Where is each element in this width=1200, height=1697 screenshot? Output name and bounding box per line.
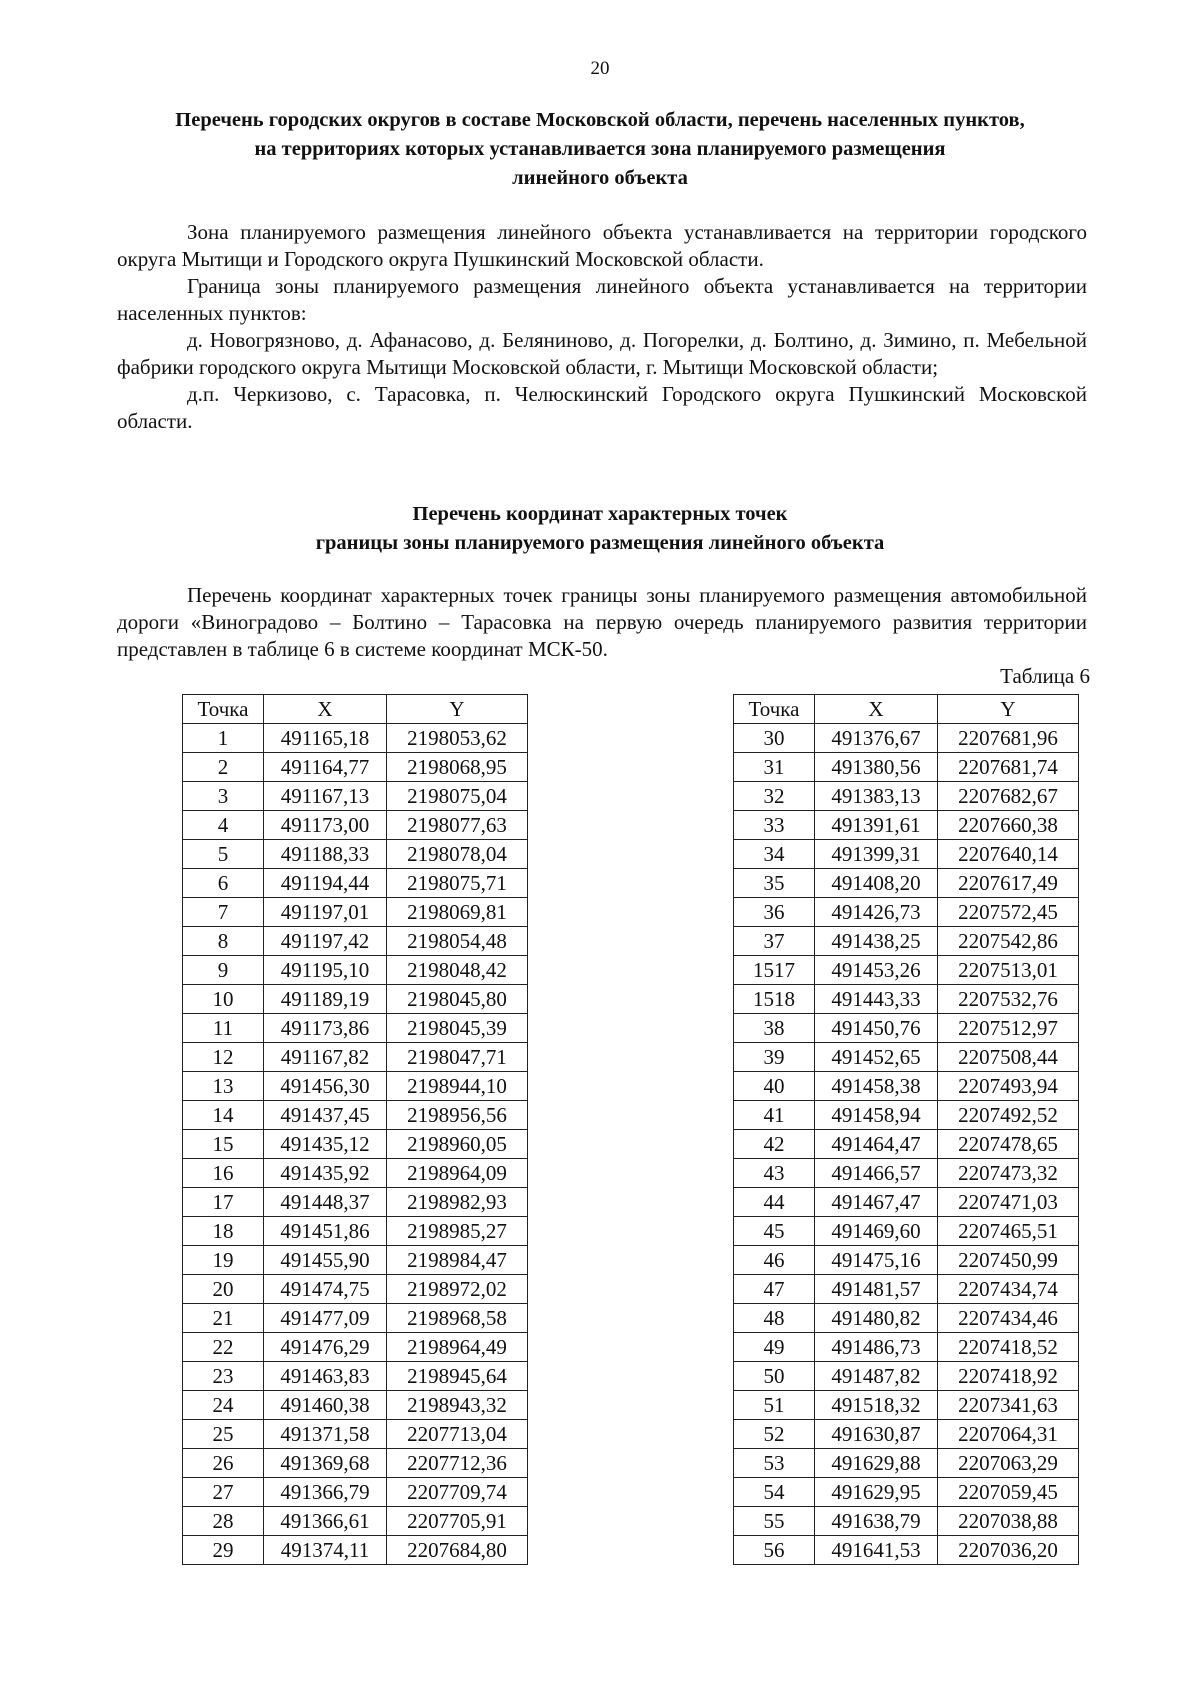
point-cell: 37	[734, 927, 815, 956]
x-cell: 491481,57	[815, 1275, 938, 1304]
y-cell: 2207572,45	[938, 898, 1079, 927]
coordinates-table-left	[182, 694, 528, 1565]
section-title-line: Перечень координат характерных точек	[412, 503, 788, 525]
table-row	[183, 1304, 528, 1333]
document-title	[110, 106, 1090, 193]
table-row	[734, 898, 1079, 927]
table-row	[183, 1536, 528, 1565]
table-row	[734, 956, 1079, 985]
table-row	[183, 1391, 528, 1420]
y-cell: 2198956,56	[387, 1101, 528, 1130]
y-cell: 2198053,62	[387, 724, 528, 753]
point-cell: 25	[183, 1420, 264, 1449]
point-cell: 4	[183, 811, 264, 840]
x-cell: 491369,68	[264, 1449, 387, 1478]
table-row	[183, 782, 528, 811]
x-cell: 491366,79	[264, 1478, 387, 1507]
y-cell: 2207542,86	[938, 927, 1079, 956]
point-cell: 45	[734, 1217, 815, 1246]
header-x: X	[264, 695, 387, 724]
point-cell: 29	[183, 1536, 264, 1565]
y-cell: 2207617,49	[938, 869, 1079, 898]
table-row	[734, 1217, 1079, 1246]
point-cell: 5	[183, 840, 264, 869]
point-cell: 1517	[734, 956, 815, 985]
table-row	[734, 811, 1079, 840]
y-cell: 2198982,93	[387, 1188, 528, 1217]
table-row	[734, 1072, 1079, 1101]
x-cell: 491408,20	[815, 869, 938, 898]
y-cell: 2207512,97	[938, 1014, 1079, 1043]
point-cell: 40	[734, 1072, 815, 1101]
point-cell: 31	[734, 753, 815, 782]
table-row	[734, 1159, 1079, 1188]
y-cell: 2198045,39	[387, 1014, 528, 1043]
y-cell: 2207064,31	[938, 1420, 1079, 1449]
table-row	[183, 1130, 528, 1159]
section-title	[110, 500, 1090, 558]
x-cell: 491195,10	[264, 956, 387, 985]
y-cell: 2207341,63	[938, 1391, 1079, 1420]
table-row	[734, 1275, 1079, 1304]
intro-paragraph: Перечень координат характерных точек границы зоны планируемого размещения автомобильной дороги «Виноградово – Болтино – Тарасовка на первую очередь планируемого развития территории представлен в таблице 6 в системе координат МСК-50.	[117, 583, 1087, 661]
y-cell: 2198964,49	[387, 1333, 528, 1362]
x-cell: 491371,58	[264, 1420, 387, 1449]
x-cell: 491460,38	[264, 1391, 387, 1420]
table-row	[183, 985, 528, 1014]
point-cell: 18	[183, 1217, 264, 1246]
y-cell: 2198078,04	[387, 840, 528, 869]
x-cell: 491469,60	[815, 1217, 938, 1246]
header-y: Y	[387, 695, 528, 724]
point-cell: 56	[734, 1536, 815, 1565]
table-row	[734, 1449, 1079, 1478]
table-row	[183, 1101, 528, 1130]
table-row	[183, 1217, 528, 1246]
y-cell: 2198985,27	[387, 1217, 528, 1246]
x-cell: 491448,37	[264, 1188, 387, 1217]
point-cell: 15	[183, 1130, 264, 1159]
point-cell: 27	[183, 1478, 264, 1507]
point-cell: 46	[734, 1246, 815, 1275]
table-row	[734, 1130, 1079, 1159]
table-caption: Таблица 6	[1000, 664, 1090, 688]
y-cell: 2198964,09	[387, 1159, 528, 1188]
point-cell: 9	[183, 956, 264, 985]
x-cell: 491167,13	[264, 782, 387, 811]
x-cell: 491450,76	[815, 1014, 938, 1043]
y-cell: 2207478,65	[938, 1130, 1079, 1159]
table-row	[183, 956, 528, 985]
point-cell: 2	[183, 753, 264, 782]
table-header-row	[734, 695, 1079, 724]
table-row	[183, 1449, 528, 1478]
y-cell: 2207450,99	[938, 1246, 1079, 1275]
paragraph: д.п. Черкизово, с. Тарасовка, п. Челюскинский Городского округа Пушкинский Московской области.	[117, 382, 1087, 433]
y-cell: 2207709,74	[387, 1478, 528, 1507]
header-point: Точка	[734, 695, 815, 724]
point-cell: 19	[183, 1246, 264, 1275]
paragraph: д. Новогрязново, д. Афанасово, д. Беляниново, д. Погорелки, д. Болтино, д. Зимино, п. Мебельной фабрики городского округа Мытищи Московской области, г. Мытищи Московской области;	[117, 328, 1087, 379]
x-cell: 491164,77	[264, 753, 387, 782]
y-cell: 2198943,32	[387, 1391, 528, 1420]
table-row	[183, 1420, 528, 1449]
x-cell: 491366,61	[264, 1507, 387, 1536]
y-cell: 2207681,96	[938, 724, 1079, 753]
point-cell: 39	[734, 1043, 815, 1072]
x-cell: 491458,38	[815, 1072, 938, 1101]
point-cell: 23	[183, 1362, 264, 1391]
point-cell: 44	[734, 1188, 815, 1217]
x-cell: 491173,00	[264, 811, 387, 840]
point-cell: 43	[734, 1159, 815, 1188]
y-cell: 2207640,14	[938, 840, 1079, 869]
x-cell: 491477,09	[264, 1304, 387, 1333]
body-paragraphs	[117, 219, 1087, 435]
y-cell: 2207418,52	[938, 1333, 1079, 1362]
header-point: Точка	[183, 695, 264, 724]
y-cell: 2198075,04	[387, 782, 528, 811]
table-row	[183, 927, 528, 956]
x-cell: 491452,65	[815, 1043, 938, 1072]
x-cell: 491641,53	[815, 1536, 938, 1565]
point-cell: 21	[183, 1304, 264, 1333]
table-row	[183, 1362, 528, 1391]
table-row	[183, 1507, 528, 1536]
point-cell: 38	[734, 1014, 815, 1043]
x-cell: 491638,79	[815, 1507, 938, 1536]
x-cell: 491456,30	[264, 1072, 387, 1101]
x-cell: 491467,47	[815, 1188, 938, 1217]
y-cell: 2207038,88	[938, 1507, 1079, 1536]
x-cell: 491197,01	[264, 898, 387, 927]
table-header-row	[183, 695, 528, 724]
y-cell: 2207465,51	[938, 1217, 1079, 1246]
y-cell: 2198048,42	[387, 956, 528, 985]
x-cell: 491518,32	[815, 1391, 938, 1420]
x-cell: 491464,47	[815, 1130, 938, 1159]
x-cell: 491474,75	[264, 1275, 387, 1304]
y-cell: 2198972,02	[387, 1275, 528, 1304]
point-cell: 8	[183, 927, 264, 956]
x-cell: 491458,94	[815, 1101, 938, 1130]
y-cell: 2198047,71	[387, 1043, 528, 1072]
x-cell: 491376,67	[815, 724, 938, 753]
x-cell: 491399,31	[815, 840, 938, 869]
y-cell: 2207705,91	[387, 1507, 528, 1536]
intro-text	[117, 582, 1087, 663]
point-cell: 1518	[734, 985, 815, 1014]
coordinates-table-right	[733, 694, 1079, 1565]
table-row	[734, 1507, 1079, 1536]
y-cell: 2198944,10	[387, 1072, 528, 1101]
x-cell: 491383,13	[815, 782, 938, 811]
point-cell: 34	[734, 840, 815, 869]
x-cell: 491487,82	[815, 1362, 938, 1391]
x-cell: 491165,18	[264, 724, 387, 753]
y-cell: 2207508,44	[938, 1043, 1079, 1072]
table-row	[183, 811, 528, 840]
point-cell: 33	[734, 811, 815, 840]
x-cell: 491167,82	[264, 1043, 387, 1072]
x-cell: 491374,11	[264, 1536, 387, 1565]
point-cell: 7	[183, 898, 264, 927]
point-cell: 1	[183, 724, 264, 753]
y-cell: 2207513,01	[938, 956, 1079, 985]
y-cell: 2198984,47	[387, 1246, 528, 1275]
x-cell: 491437,45	[264, 1101, 387, 1130]
table-row	[734, 724, 1079, 753]
point-cell: 26	[183, 1449, 264, 1478]
x-cell: 491629,88	[815, 1449, 938, 1478]
table-row	[183, 1246, 528, 1275]
x-cell: 491426,73	[815, 898, 938, 927]
y-cell: 2198960,05	[387, 1130, 528, 1159]
table-row	[734, 1333, 1079, 1362]
y-cell: 2207681,74	[938, 753, 1079, 782]
table-row	[734, 1246, 1079, 1275]
point-cell: 35	[734, 869, 815, 898]
y-cell: 2198077,63	[387, 811, 528, 840]
table-row	[183, 840, 528, 869]
point-cell: 55	[734, 1507, 815, 1536]
point-cell: 24	[183, 1391, 264, 1420]
point-cell: 41	[734, 1101, 815, 1130]
title-line: на территориях которых устанавливается зона планируемого размещения	[254, 138, 946, 160]
y-cell: 2198075,71	[387, 869, 528, 898]
table-row	[183, 1043, 528, 1072]
table-row	[734, 927, 1079, 956]
y-cell: 2207684,80	[387, 1536, 528, 1565]
table-row	[734, 1188, 1079, 1217]
title-line: Перечень городских округов в составе Московской области, перечень населенных пунктов,	[175, 109, 1025, 131]
x-cell: 491451,86	[264, 1217, 387, 1246]
x-cell: 491476,29	[264, 1333, 387, 1362]
x-cell: 491629,95	[815, 1478, 938, 1507]
table-row	[734, 1362, 1079, 1391]
y-cell: 2207036,20	[938, 1536, 1079, 1565]
table-row	[734, 1391, 1079, 1420]
table-row	[183, 1188, 528, 1217]
title-line: линейного объекта	[512, 167, 688, 189]
table-row	[183, 1072, 528, 1101]
point-cell: 20	[183, 1275, 264, 1304]
y-cell: 2207059,45	[938, 1478, 1079, 1507]
table-row	[734, 1536, 1079, 1565]
table-row	[734, 1478, 1079, 1507]
x-cell: 491453,26	[815, 956, 938, 985]
x-cell: 491380,56	[815, 753, 938, 782]
table-row	[734, 1101, 1079, 1130]
point-cell: 28	[183, 1507, 264, 1536]
y-cell: 2207434,46	[938, 1304, 1079, 1333]
point-cell: 53	[734, 1449, 815, 1478]
x-cell: 491189,19	[264, 985, 387, 1014]
y-cell: 2207492,52	[938, 1101, 1079, 1130]
table-row	[734, 985, 1079, 1014]
point-cell: 36	[734, 898, 815, 927]
point-cell: 17	[183, 1188, 264, 1217]
point-cell: 22	[183, 1333, 264, 1362]
y-cell: 2198054,48	[387, 927, 528, 956]
x-cell: 491173,86	[264, 1014, 387, 1043]
y-cell: 2198069,81	[387, 898, 528, 927]
table-row	[183, 1333, 528, 1362]
x-cell: 491466,57	[815, 1159, 938, 1188]
y-cell: 2198045,80	[387, 985, 528, 1014]
table-row	[734, 840, 1079, 869]
x-cell: 491443,33	[815, 985, 938, 1014]
table-row	[183, 1478, 528, 1507]
table-row	[183, 1159, 528, 1188]
x-cell: 491438,25	[815, 927, 938, 956]
table-row	[734, 753, 1079, 782]
y-cell: 2207063,29	[938, 1449, 1079, 1478]
header-y: Y	[938, 695, 1079, 724]
y-cell: 2207712,36	[387, 1449, 528, 1478]
point-cell: 32	[734, 782, 815, 811]
y-cell: 2207434,74	[938, 1275, 1079, 1304]
y-cell: 2207471,03	[938, 1188, 1079, 1217]
point-cell: 48	[734, 1304, 815, 1333]
section-title-line: границы зоны планируемого размещения линейного объекта	[315, 532, 885, 554]
y-cell: 2207713,04	[387, 1420, 528, 1449]
table-row	[183, 869, 528, 898]
header-x: X	[815, 695, 938, 724]
point-cell: 3	[183, 782, 264, 811]
x-cell: 491486,73	[815, 1333, 938, 1362]
point-cell: 30	[734, 724, 815, 753]
point-cell: 54	[734, 1478, 815, 1507]
x-cell: 491391,61	[815, 811, 938, 840]
y-cell: 2198945,64	[387, 1362, 528, 1391]
point-cell: 12	[183, 1043, 264, 1072]
x-cell: 491435,12	[264, 1130, 387, 1159]
point-cell: 52	[734, 1420, 815, 1449]
y-cell: 2207660,38	[938, 811, 1079, 840]
point-cell: 13	[183, 1072, 264, 1101]
point-cell: 16	[183, 1159, 264, 1188]
x-cell: 491194,44	[264, 869, 387, 898]
x-cell: 491188,33	[264, 840, 387, 869]
table-row	[734, 782, 1079, 811]
y-cell: 2207473,32	[938, 1159, 1079, 1188]
table-row	[183, 1014, 528, 1043]
paragraph: Граница зоны планируемого размещения линейного объекта устанавливается на территории населенных пунктов:	[117, 274, 1087, 325]
x-cell: 491630,87	[815, 1420, 938, 1449]
y-cell: 2207418,92	[938, 1362, 1079, 1391]
x-cell: 491197,42	[264, 927, 387, 956]
x-cell: 491463,83	[264, 1362, 387, 1391]
point-cell: 14	[183, 1101, 264, 1130]
point-cell: 51	[734, 1391, 815, 1420]
point-cell: 11	[183, 1014, 264, 1043]
point-cell: 50	[734, 1362, 815, 1391]
x-cell: 491435,92	[264, 1159, 387, 1188]
y-cell: 2198068,95	[387, 753, 528, 782]
table-row	[183, 724, 528, 753]
page-number: 20	[590, 58, 610, 79]
table-row	[734, 1304, 1079, 1333]
table-row	[734, 1014, 1079, 1043]
point-cell: 49	[734, 1333, 815, 1362]
point-cell: 47	[734, 1275, 815, 1304]
table-row	[183, 898, 528, 927]
point-cell: 10	[183, 985, 264, 1014]
table-row	[734, 869, 1079, 898]
paragraph: Зона планируемого размещения линейного объекта устанавливается на территории городского округа Мытищи и Городского округа Пушкинский Московской области.	[117, 220, 1087, 271]
point-cell: 6	[183, 869, 264, 898]
y-cell: 2207532,76	[938, 985, 1079, 1014]
point-cell: 42	[734, 1130, 815, 1159]
y-cell: 2207493,94	[938, 1072, 1079, 1101]
y-cell: 2198968,58	[387, 1304, 528, 1333]
x-cell: 491480,82	[815, 1304, 938, 1333]
x-cell: 491475,16	[815, 1246, 938, 1275]
y-cell: 2207682,67	[938, 782, 1079, 811]
table-row	[734, 1043, 1079, 1072]
x-cell: 491455,90	[264, 1246, 387, 1275]
table-row	[734, 1420, 1079, 1449]
table-row	[183, 1275, 528, 1304]
table-row	[183, 753, 528, 782]
